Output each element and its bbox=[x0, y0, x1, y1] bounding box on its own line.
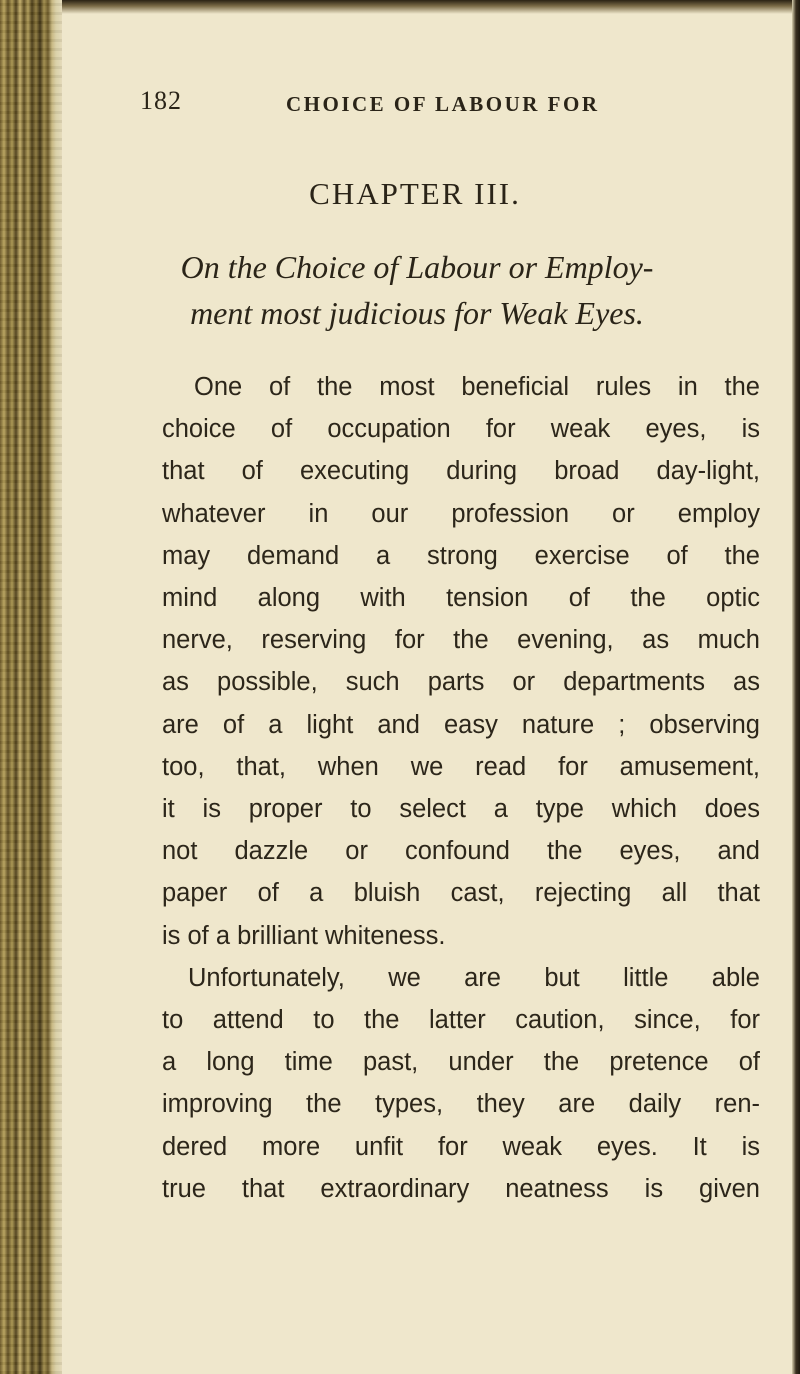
body-text bbox=[162, 366, 760, 1210]
text-line: not dazzle or confound the eyes, and bbox=[162, 837, 760, 866]
text-line: it is proper to select a type which does bbox=[162, 795, 760, 824]
text-line: a long time past, under the pretence of bbox=[162, 1048, 760, 1077]
text-line: too, that, when we read for amusement, bbox=[162, 752, 760, 781]
text-line: paper of a bluish cast, rejecting all that bbox=[162, 879, 760, 908]
chapter-subtitle bbox=[0, 244, 800, 336]
running-head bbox=[140, 86, 700, 126]
text-line: are of a light and easy nature ; observing bbox=[162, 710, 760, 739]
text-line: mind along with tension of the optic bbox=[162, 584, 760, 613]
chapter-heading: CHAPTER III. bbox=[309, 176, 521, 211]
text-line: to attend to the latter caution, since, for bbox=[162, 1006, 760, 1035]
text-line: true that extraordinary neatness is given bbox=[162, 1174, 760, 1203]
text-line: as possible, such parts or departments as bbox=[162, 668, 760, 697]
text-line: One of the most beneficial rules in the bbox=[194, 373, 760, 401]
text-line: whatever in our profession or employ bbox=[162, 499, 760, 528]
text-line: that of executing during broad day-light, bbox=[162, 457, 760, 486]
text-line: Unfortunately, we are but little able bbox=[188, 963, 760, 992]
chapter-subtitle-line: On the Choice of Labour or Employ- bbox=[180, 249, 654, 285]
text-line: dered more unfit for weak eyes. It is bbox=[162, 1132, 760, 1161]
text-line: nerve, reserving for the evening, as much bbox=[162, 626, 760, 655]
text-line: choice of occupation for weak eyes, is bbox=[162, 415, 760, 444]
running-head-title: CHOICE OF LABOUR FOR bbox=[286, 92, 600, 116]
text-line: improving the types, they are daily ren- bbox=[162, 1090, 760, 1119]
text-line: is of a brilliant whiteness. bbox=[162, 921, 446, 950]
text-line: may demand a strong exercise of the bbox=[162, 541, 760, 570]
page-top-shadow bbox=[62, 0, 800, 14]
chapter-subtitle-line: ment most judicious for Weak Eyes. bbox=[190, 295, 644, 331]
page-number: 182 bbox=[140, 86, 182, 115]
